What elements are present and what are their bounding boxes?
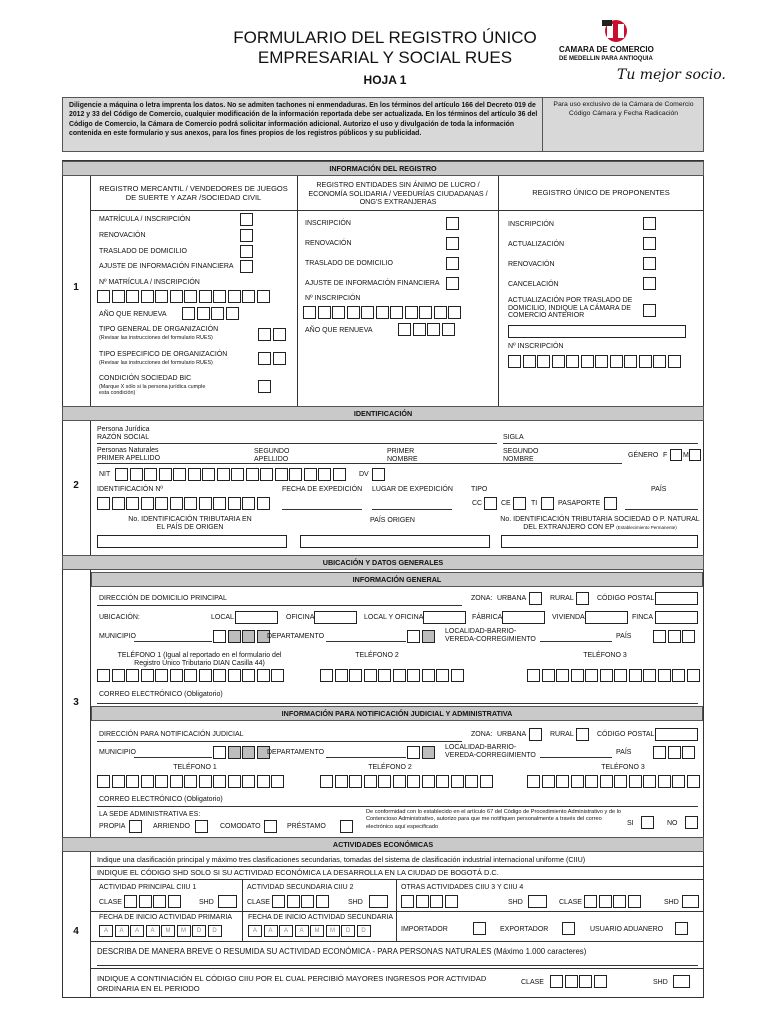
secundaria-clase-label: CLASE — [247, 899, 270, 906]
shd-instruction: INDIQUE EL CÓDIGO SHD SOLO SI SU ACTIVIDAD ECONÓMICA LA DESARROLLA EN LA CIUDAD DE BOGOTÁ D.C. — [97, 868, 499, 877]
notif-localidad-label: LOCALIDAD-BARRIO- VEREDA-CORREGIMIENTO — [445, 744, 536, 759]
numero-matricula-cells[interactable] — [97, 290, 271, 303]
ano-renueva-label: AÑO QUE RENUEVA — [99, 311, 167, 318]
segundo-apellido-label: SEGUNDO APELLIDO — [254, 448, 290, 463]
title-line-1: FORMULARIO DEL REGISTRO ÚNICO — [233, 28, 537, 47]
nit-origen-label: No. IDENTIFICACIÓN TRIBUTARIA EN EL PAÍS DE ORIGEN — [128, 516, 252, 531]
ciiu3-shd-input[interactable] — [528, 895, 547, 908]
otras-actividades-label: OTRAS ACTIVIDADES CIIU 3 Y CIIU 4 — [401, 884, 524, 891]
identificacion-label: IDENTIFICACIÓN Nº — [97, 486, 163, 493]
razon-social-label: RAZÓN SOCIAL — [97, 434, 150, 441]
notif-telefono3-cells[interactable] — [527, 775, 701, 788]
ano-renueva-cells[interactable] — [182, 307, 240, 320]
traslado-label: TRASLADO DE DOMICILIO — [99, 248, 187, 255]
nit-sociedad-note: (Establecimiento Permanente) — [616, 525, 677, 530]
nit-cells[interactable] — [115, 468, 347, 481]
title-line-2: EMPRESARIAL Y SOCIAL RUES — [257, 48, 513, 67]
nit-sociedad-input[interactable] — [501, 535, 698, 548]
pais-origen-label: PAÍS ORIGEN — [370, 517, 415, 524]
notif-urbana-checkbox[interactable] — [529, 728, 542, 741]
bic-checkbox[interactable] — [258, 380, 271, 393]
matricula-checkbox[interactable] — [240, 213, 253, 226]
rup-numero-cells[interactable] — [508, 355, 682, 368]
secundaria-clase-cells[interactable] — [272, 895, 330, 908]
pais-label: PAÍS — [651, 486, 667, 493]
municipio-label: MUNICIPIO — [99, 633, 136, 640]
rup-inscripcion-label: INSCRIPCIÓN — [508, 221, 554, 228]
fecha-primaria-label: FECHA DE INICIO ACTIVIDAD PRIMARIA — [99, 914, 233, 921]
notif-municipio-label: MUNICIPIO — [99, 749, 136, 756]
ajuste-label: AJUSTE DE INFORMACIÓN FINANCIERA — [99, 263, 234, 270]
telefono2-label: TELÉFONO 2 — [355, 652, 399, 659]
rup-act-traslado-label: ACTUALIZACIÓN POR TRASLADO DE DOMICILIO, INDIQUE LA CÁMARA DE COMERCIO ANTERIOR — [508, 297, 633, 320]
notif-zona-label: ZONA: — [471, 731, 493, 738]
fecha-secundaria-label: FECHA DE INICIO ACTIVIDAD SECUNDARIA — [248, 914, 394, 921]
sheet-label: HOJA 1 — [363, 73, 407, 87]
matricula-label: MATRÍCULA / INSCRIPCIÓN — [99, 216, 191, 223]
actividades-section-bar: ACTIVIDADES ECONÓMICAS — [62, 837, 704, 852]
secundaria-shd-label: SHD — [348, 899, 363, 906]
ingresos-shd-input[interactable] — [673, 975, 690, 988]
tipo-pasaporte-label: PASAPORTE — [558, 500, 601, 507]
section-number-2: 2 — [73, 480, 79, 491]
lugar-expedicion-line[interactable] — [372, 509, 452, 510]
notif-codigo-postal-label: CÓDIGO POSTAL — [597, 731, 655, 738]
principal-shd-label: SHD — [199, 899, 214, 906]
rup-actualizacion-checkbox[interactable] — [643, 237, 656, 250]
sede-arriendo-label: ARRIENDO — [153, 823, 190, 830]
ingresos-shd-label: SHD — [653, 979, 668, 986]
ubic-oficina-input[interactable] — [314, 611, 357, 624]
tipo-ce-label: CE — [501, 500, 511, 507]
actividad-secundaria-label: ACTIVIDAD SECUNDARIA CIIU 2 — [247, 884, 354, 891]
ubic-vivienda-input[interactable] — [585, 611, 628, 624]
zona-urbana-label: URBANA — [497, 595, 527, 602]
brand-slogan: Tu mejor socio. — [617, 67, 726, 83]
genero-m-label: M — [683, 452, 689, 459]
principal-shd-input[interactable] — [218, 895, 237, 908]
esal-numero-label: Nº INSCRIPCIÓN — [305, 295, 361, 302]
notif-departamento-cells[interactable] — [407, 746, 436, 759]
fecha-expedicion-line[interactable] — [282, 509, 362, 510]
telefono1-label: TELÉFONO 1 (Igual al reportado en el formulario del Registro Único Tributario DIAN Casilla 44) — [117, 652, 282, 667]
notif-correo-label: CORREO ELECTRÓNICO (Obligatorio) — [99, 796, 223, 803]
ciiu4-shd-input[interactable] — [682, 895, 699, 908]
segundo-nombre-label: SEGUNDO NOMBRE — [503, 448, 539, 463]
esal-numero-cells[interactable] — [303, 306, 463, 319]
sede-arriendo-checkbox[interactable] — [195, 820, 208, 833]
chamber-logo — [598, 18, 634, 44]
pais-general-label: PAÍS — [616, 633, 632, 640]
ciiu4-shd-label: SHD — [664, 899, 679, 906]
esal-traslado-checkbox[interactable] — [446, 257, 459, 270]
tipo-especifico-cells[interactable] — [258, 352, 287, 365]
primer-apellido-label: PRIMER APELLIDO — [97, 455, 161, 462]
esal-renovacion-label: RENOVACIÓN — [305, 240, 352, 247]
tipo-general-cells[interactable] — [258, 328, 287, 341]
numero-matricula-label: Nº MATRÍCULA / INSCRIPCIÓN — [99, 279, 200, 286]
tipo-ti-checkbox[interactable] — [541, 497, 554, 510]
registro-section-bar: INFORMACIÓN DEL REGISTRO — [62, 161, 704, 176]
esal-traslado-label: TRASLADO DE DOMICILIO — [305, 260, 393, 267]
exportador-label: EXPORTADOR — [500, 926, 549, 933]
persona-juridica-label: Persona Jurídica — [97, 426, 150, 433]
usuario-aduanero-label: USUARIO ADUANERO — [590, 926, 664, 933]
notif-si-checkbox[interactable] — [641, 816, 654, 829]
notif-urbana-label: URBANA — [497, 731, 527, 738]
dv-input[interactable] — [372, 468, 385, 481]
actividad-principal-label: ACTIVIDAD PRINCIPAL CIIU 1 — [99, 884, 197, 891]
genero-label: GÉNERO — [628, 452, 659, 459]
tipo-general-note: (Revisar las instrucciones del formulario RUES) — [99, 335, 213, 341]
telefono3-cells[interactable] — [527, 669, 701, 682]
rup-actualizacion-label: ACTUALIZACIÓN — [508, 241, 565, 248]
importador-checkbox[interactable] — [473, 922, 486, 935]
principal-clase-cells[interactable] — [124, 895, 182, 908]
pais-line[interactable] — [625, 509, 698, 510]
ciiu3-shd-label: SHD — [508, 899, 523, 906]
bic-label: CONDICIÓN SOCIEDAD BIC — [99, 375, 192, 382]
tipo-especifico-label: TIPO ESPECIFICO DE ORGANIZACIÓN — [99, 351, 228, 358]
describa-actividad-line[interactable] — [97, 965, 698, 966]
ciiu3-clase-cells[interactable] — [401, 895, 459, 908]
esal-ano-cells[interactable] — [398, 323, 456, 336]
pais-general-cells[interactable] — [653, 630, 697, 643]
tipo-ti-label: TI — [531, 500, 538, 507]
notif-codigo-postal-input[interactable] — [655, 728, 698, 741]
describa-actividad-label: DESCRIBA DE MANERA BREVE O RESUMIDA SU ACTIVIDAD ECONÓMICA - PARA PERSONAS NATURALES (Máximo 1.000 caracteres) — [97, 947, 587, 956]
codigo-postal-label: CÓDIGO POSTAL — [597, 595, 655, 602]
fecha-secundaria-cells[interactable]: A A A A M M D D — [248, 925, 372, 937]
rup-act-traslado-checkbox[interactable] — [643, 304, 656, 317]
fecha-primaria-cells[interactable]: A A A A M M D D — [99, 925, 223, 937]
notif-correo-line[interactable] — [97, 806, 698, 807]
zona-label: ZONA: — [471, 595, 493, 602]
ubic-local-oficina-input[interactable] — [423, 611, 466, 624]
esal-inscripcion-label: INSCRIPCIÓN — [305, 220, 351, 227]
section-number-1: 1 — [73, 282, 79, 293]
instructions-text: Diligencie a máquina o letra imprenta los datos. No se admiten tachones ni enmendaduras. En los términos del artículo 166 del Decreto 019 de 2012 y 33 del Código de Comercio, cualquier modificación de la información reportada debe ser actualizada. En los términos del artículo 36 del Código de Comercio, la Cámara de Comercio podrá solicitar información adicional. Autorizo el uso y divulgación de toda la información contenida en este formulario y sus anexos, para los fines propios de los registros públicos y su publicidad. — [69, 102, 538, 138]
principal-clase-label: CLASE — [99, 899, 122, 906]
departamento-code-cells[interactable] — [407, 630, 436, 643]
tipo-general-label: TIPO GENERAL DE ORGANIZACIÓN — [99, 326, 219, 333]
rup-renovacion-label: RENOVACIÓN — [508, 261, 555, 268]
correo-line[interactable] — [97, 703, 698, 704]
rup-inscripcion-checkbox[interactable] — [643, 217, 656, 230]
nit-sociedad-label — [500, 516, 700, 532]
rup-cancelacion-checkbox[interactable] — [643, 277, 656, 290]
rup-cancelacion-label: CANCELACIÓN — [508, 281, 559, 288]
exportador-checkbox[interactable] — [562, 922, 575, 935]
notif-municipio-cells[interactable] — [213, 746, 271, 759]
ubic-local-input[interactable] — [235, 611, 278, 624]
ingresos-clase-label: CLASE — [521, 979, 544, 986]
pais-origen-input[interactable] — [300, 535, 490, 548]
zona-rural-checkbox[interactable] — [576, 592, 589, 605]
localidad-label: LOCALIDAD-BARRIO- VEREDA-CORREGIMIENTO — [445, 628, 536, 643]
genero-f-checkbox[interactable] — [670, 449, 682, 461]
ubic-local-label: LOCAL — [211, 614, 234, 621]
notificacion-autorizacion-text: De conformidad con lo establecido en el artículo 67 del Código de Procedimiento Administrativo y de lo Contencioso Administrativo, autorizo para que me notifiquen personalmente a través del correo electrónico aquí especificado — [366, 809, 621, 830]
camara-anterior-input[interactable] — [508, 325, 686, 338]
telefono3-label: TELÉFONO 3 — [583, 652, 627, 659]
ciiu4-clase-label: CLASE — [559, 899, 582, 906]
notif-rural-label: RURAL — [550, 731, 574, 738]
ubic-finca-label: FINCA — [632, 614, 653, 621]
notif-si-label: SI — [627, 820, 634, 827]
personas-naturales-label: Personas Naturales — [97, 447, 159, 454]
tipo-label: TIPO — [471, 486, 488, 493]
notif-rural-checkbox[interactable] — [576, 728, 589, 741]
notificacion-bar: INFORMACIÓN PARA NOTIFICACIÓN JUDICIAL Y ADMINISTRATIVA — [91, 706, 703, 721]
ubicacion-section-bar: UBICACIÓN Y DATOS GENERALES — [62, 555, 704, 570]
ciiu4-clase-cells[interactable] — [584, 895, 642, 908]
ubic-fabrica-label: FÁBRICA — [472, 614, 503, 621]
notif-telefono2-label: TELÉFONO 2 — [368, 764, 412, 771]
zona-urbana-checkbox[interactable] — [529, 592, 542, 605]
rup-renovacion-checkbox[interactable] — [643, 257, 656, 270]
fecha-expedicion-label: FECHA DE EXPEDICIÓN — [282, 486, 363, 493]
importador-label: IMPORTADOR — [401, 926, 448, 933]
nit-sociedad-text: No. IDENTIFICACIÓN TRIBUTARIA SOCIEDAD O P. NATURAL DEL EXTRANJERO CON EP — [500, 516, 700, 531]
ubic-local-oficina-label: LOCAL Y OFICINA — [364, 614, 424, 621]
esal-inscripcion-checkbox[interactable] — [446, 217, 459, 230]
registro-proponentes-heading: REGISTRO ÚNICO DE PROPONENTES — [532, 188, 670, 197]
nit-origen-input[interactable] — [97, 535, 287, 548]
sede-prestamo-checkbox[interactable] — [340, 820, 353, 833]
sede-propia-label: PROPIA — [99, 823, 126, 830]
ubicacion-label: UBICACIÓN: — [99, 614, 140, 621]
notif-pais-cells[interactable] — [653, 746, 697, 759]
tipo-pasaporte-checkbox[interactable] — [604, 497, 617, 510]
notif-no-label: NO — [667, 820, 678, 827]
brand-name: CAMARA DE COMERCIO — [559, 45, 654, 54]
ubic-finca-input[interactable] — [655, 611, 698, 624]
ubic-vivienda-label: VIVIENDA — [552, 614, 585, 621]
primer-nombre-label: PRIMER NOMBRE — [387, 448, 418, 463]
ciiu-instruction: Indique una clasificación principal y máximo tres clasificaciones secundarias, tomadas del sistema de clasificación industrial internacional uniforme (CIIU) — [97, 855, 586, 864]
ingresos-clase-cells[interactable] — [550, 975, 608, 988]
informacion-general-bar: INFORMACIÓN GENERAL — [91, 572, 703, 587]
dv-label: DV — [359, 471, 369, 478]
sede-propia-checkbox[interactable] — [129, 820, 142, 833]
section-number-3: 3 — [73, 697, 79, 708]
nit-label: NIT — [99, 471, 111, 478]
renovacion-checkbox[interactable] — [240, 229, 253, 242]
notif-telefono3-label: TELÉFONO 3 — [601, 764, 645, 771]
bic-note: (Marque X sólo si la persona jurídica cumple esta condición) — [99, 384, 206, 397]
ubic-fabrica-input[interactable] — [502, 611, 545, 624]
correo-label: CORREO ELECTRÓNICO (Obligatorio) — [99, 691, 223, 698]
sede-label: LA SEDE ADMINISTRATIVA ES: — [99, 811, 201, 818]
departamento-label: DEPARTAMENTO — [267, 633, 325, 640]
identificacion-cells[interactable] — [97, 497, 271, 510]
notif-departamento-label: DEPARTAMENTO — [267, 749, 325, 756]
section-number-4: 4 — [73, 926, 79, 937]
sede-prestamo-label: PRÉSTAMO — [287, 823, 326, 830]
identificacion-section-bar: IDENTIFICACIÓN — [62, 406, 704, 421]
genero-f-label: F — [663, 452, 668, 459]
ciiu-mayores-ingresos-label: INDIQUE A CONTINIACIÓN EL CÓDIGO CIIU POR EL CUAL PERCIBIÓ MAYORES INGRESOS POR ACTIVIDAD ORDINARIA EN EL PERIODO — [97, 974, 487, 993]
sigla-label: SIGLA — [503, 434, 524, 441]
direccion-principal-label: DIRECCIÓN DE DOMICILIO PRINCIPAL — [99, 595, 227, 602]
esal-ajuste-checkbox[interactable] — [446, 277, 459, 290]
esal-ano-label: AÑO QUE RENUEVA — [305, 327, 373, 334]
usuario-aduanero-checkbox[interactable] — [675, 922, 688, 935]
tipo-especifico-note: (Revisar las instrucciones del formulario RUES) — [99, 360, 213, 366]
telefono1-cells[interactable] — [97, 669, 286, 682]
secundaria-shd-input[interactable] — [369, 895, 388, 908]
tipo-ce-checkbox[interactable] — [513, 497, 526, 510]
renovacion-label: RENOVACIÓN — [99, 232, 146, 239]
codigo-postal-input[interactable] — [655, 592, 698, 605]
registro-esal-heading: REGISTRO ENTIDADES SIN ÁNIMO DE LUCRO / ECONOMÍA SOLIDARIA / VEEDURÍAS CIUDADANAS / ONG'S EXTRANJERAS — [308, 180, 488, 207]
sede-comodato-label: COMODATO — [220, 823, 261, 830]
municipio-code-cells[interactable] — [213, 630, 271, 643]
zona-rural-label: RURAL — [550, 595, 574, 602]
notif-no-checkbox[interactable] — [685, 816, 698, 829]
esal-ajuste-label: AJUSTE DE INFORMACIÓN FINANCIERA — [305, 280, 440, 287]
telefono2-cells[interactable] — [320, 669, 465, 682]
notif-telefono1-cells[interactable] — [97, 775, 286, 788]
genero-m-checkbox[interactable] — [689, 449, 701, 461]
esal-renovacion-checkbox[interactable] — [446, 237, 459, 250]
ajuste-checkbox[interactable] — [240, 260, 253, 273]
exclusive-use-note: Para uso exclusivo de la Cámara de Comercio Código Cámara y Fecha Radicación — [553, 101, 694, 117]
tipo-cc-label: CC — [472, 500, 483, 507]
notif-telefono2-cells[interactable] — [320, 775, 494, 788]
rup-numero-label: Nº INSCRIPCIÓN — [508, 343, 564, 350]
registro-mercantil-heading: REGISTRO MERCANTIL / VENDEDORES DE JUEGOS DE SUERTE Y AZAR /SOCIEDAD CIVIL — [99, 184, 288, 202]
notif-telefono1-label: TELÉFONO 1 — [173, 764, 217, 771]
tipo-cc-checkbox[interactable] — [484, 497, 497, 510]
direccion-notif-label: DIRECCIÓN PARA NOTIFICACIÓN JUDICIAL — [99, 731, 244, 738]
sede-comodato-checkbox[interactable] — [264, 820, 277, 833]
traslado-checkbox[interactable] — [240, 245, 253, 258]
ubic-oficina-label: OFICINA — [286, 614, 315, 621]
form-title — [225, 28, 545, 87]
lugar-expedicion-label: LUGAR DE EXPEDICIÓN — [372, 486, 453, 493]
notif-pais-label: PAÍS — [616, 749, 632, 756]
brand-subtitle: DE MEDELLIN PARA ANTIOQUIA — [559, 56, 653, 62]
